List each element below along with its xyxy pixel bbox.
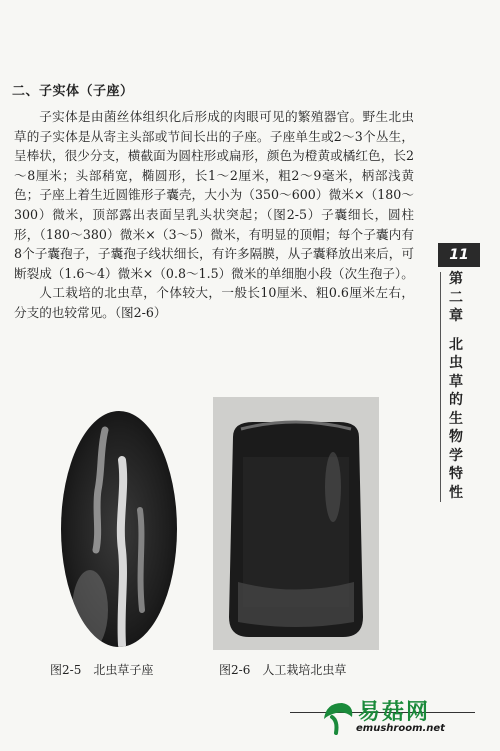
chapter-char: 的: [449, 392, 463, 408]
chapter-char: 物: [449, 429, 463, 445]
chapter-char: 章: [449, 308, 463, 324]
chapter-char: 学: [449, 447, 463, 464]
figure-2-5-photo: [60, 410, 178, 648]
chapter-char: 虫: [449, 355, 463, 371]
chapter-spacer: [444, 326, 468, 336]
watermark-url: emushroom.net: [356, 723, 445, 734]
chapter-char: 生: [449, 410, 463, 427]
mushroom-logo-icon: [318, 697, 358, 737]
watermark-brand: 易菇网: [358, 700, 431, 725]
chapter-char: 草: [449, 373, 463, 390]
page-number: 11: [438, 243, 480, 267]
chapter-char: 北: [449, 336, 463, 353]
chapter-char: 性: [449, 484, 463, 501]
paragraph-2: 人工栽培的北虫草，个体较大，一般长10厘米、粗0.6厘米左右，分支的也较常见。（图2-6）: [14, 285, 414, 320]
chapter-char: 第: [449, 271, 463, 287]
chapter-char: 特: [449, 466, 463, 482]
figure-2-6-photo: [213, 397, 379, 650]
paragraph-1: 子实体是由菌丝体组织化后形成的肉眼可见的繁殖器官。野生北虫草的子实体是从寄主头部或节间长出的子座。子座单生或2～3个丛生，呈棒状，很少分支，横截面为圆柱形或扁形，颜色为橙黄或橘红色，长2～8厘米；头部稍宽，椭圆形，长1～2厘米，粗2～9毫米，柄部浅黄色；子座上着生近圆锥形子囊壳，大小为（350～600）微米×（180～300）微米，顶部露出表面呈乳头状突起；（图2-5）子囊细长，圆柱形，（180～380）微米×（3～5）微米，有明显的顶帽；每个子囊内有8个子囊孢子，子囊孢子线状细长，有许多隔膜，从子囊释放出来后，可断裂成（1.6～4）微米×（0.8～1.5）微米的单细胞小段（次生孢子）。: [14, 109, 414, 281]
section-heading: 二、子实体（子座）: [12, 84, 134, 99]
chapter-char: 二: [449, 289, 463, 306]
watermark-logo: [318, 695, 493, 745]
chapter-title-vertical: [444, 270, 468, 502]
body-text: [14, 107, 414, 323]
figure-2-5-caption: 图2-5 北虫草子座: [50, 663, 154, 677]
figure-2-6-caption: 图2-6 人工栽培北虫草: [219, 663, 347, 677]
chapter-divider: [440, 272, 441, 502]
